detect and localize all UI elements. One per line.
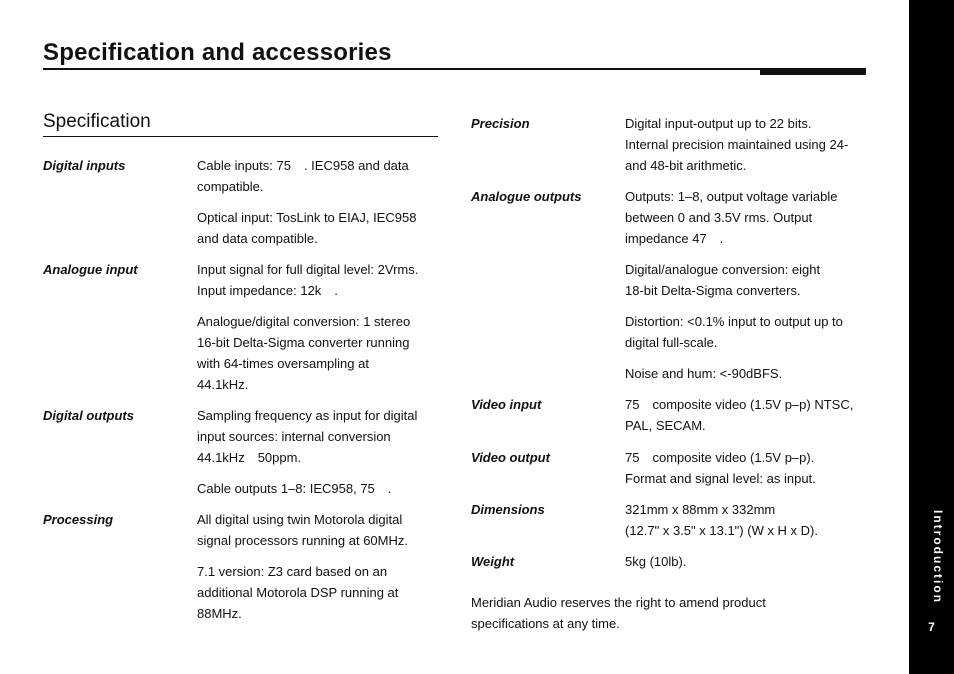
spec-line: between 0 and 3.5V rms. Output xyxy=(625,210,813,225)
spec-line: digital full-scale. xyxy=(625,335,718,350)
spec-label: Video output xyxy=(471,450,550,465)
spec-line: Sampling frequency as input for digital xyxy=(197,408,418,423)
spec-gap xyxy=(625,353,843,363)
spec-line: with 64-times oversampling at xyxy=(197,356,369,371)
spec-label: Analogue outputs xyxy=(471,189,582,204)
spec-label: Analogue input xyxy=(43,262,138,277)
spec-label: Video input xyxy=(471,397,542,412)
spec-value xyxy=(625,551,686,572)
spec-value xyxy=(197,259,418,395)
spec-value xyxy=(197,405,417,499)
spec-line: 16-bit Delta-Sigma converter running xyxy=(197,335,410,350)
spec-label: Processing xyxy=(43,512,114,527)
page-number: 7 xyxy=(928,620,935,634)
spec-line: Input impedance: 12k . xyxy=(197,283,338,298)
spec-gap xyxy=(197,468,417,478)
spec-line: signal processors running at 60MHz. xyxy=(197,533,408,548)
spec-line: and data compatible. xyxy=(197,231,318,246)
spec-line: Optical input: TosLink to EIAJ, IEC958 xyxy=(197,210,417,225)
spec-value xyxy=(197,155,416,249)
spec-label: Weight xyxy=(471,554,515,569)
spec-line: Format and signal level: as input. xyxy=(625,471,816,486)
spec-line: Outputs: 1–8, output voltage variable xyxy=(625,189,838,204)
spec-gap xyxy=(197,551,408,561)
spec-line: Noise and hum: <-90dBFS. xyxy=(625,366,783,381)
spec-gap xyxy=(625,301,843,311)
spec-value xyxy=(625,113,848,176)
title-rule xyxy=(43,68,866,70)
page-title: Specification and accessories xyxy=(43,39,392,66)
footer-note-line: Meridian Audio reserves the right to amend product xyxy=(471,595,766,610)
spec-line: Digital input-output up to 22 bits. xyxy=(625,116,812,131)
spec-line: Internal precision maintained using 24- xyxy=(625,137,849,152)
spec-line: 75 composite video (1.5V p–p) NTSC, xyxy=(625,397,854,412)
spec-line: Distortion: <0.1% input to output up to xyxy=(625,314,843,329)
spec-value xyxy=(197,509,408,624)
spec-line: 88MHz. xyxy=(197,606,242,621)
spec-line: 5kg (10lb). xyxy=(625,554,687,569)
spec-line: Cable inputs: 75 . IEC958 and data xyxy=(197,158,409,173)
spec-line: 75 composite video (1.5V p–p). xyxy=(625,450,815,465)
spec-line: (12.7" x 3.5" x 13.1") (W x H x D). xyxy=(625,523,819,538)
spec-label: Precision xyxy=(471,116,530,131)
spec-gap xyxy=(625,249,843,259)
spec-line: impedance 47 . xyxy=(625,231,724,246)
footer-note xyxy=(471,592,766,634)
spec-line: compatible. xyxy=(197,179,264,194)
spec-label: Digital outputs xyxy=(43,408,134,423)
spec-label: Dimensions xyxy=(471,502,545,517)
spec-value xyxy=(625,186,843,384)
spec-line: All digital using twin Motorola digital xyxy=(197,512,403,527)
spec-line: 44.1kHz 50ppm. xyxy=(197,450,302,465)
spec-line: input sources: internal conversion xyxy=(197,429,391,444)
title-rule-accent xyxy=(760,68,866,75)
spec-line: 7.1 version: Z3 card based on an xyxy=(197,564,388,579)
spec-line: Digital/analogue conversion: eight xyxy=(625,262,821,277)
spec-line: additional Motorola DSP running at xyxy=(197,585,399,600)
spec-line: 44.1kHz. xyxy=(197,377,249,392)
section-heading: Specification xyxy=(43,111,151,132)
spec-value xyxy=(625,447,816,489)
spec-gap xyxy=(197,197,416,207)
spec-gap xyxy=(197,301,418,311)
section-rule xyxy=(43,136,438,137)
spec-line: 18-bit Delta-Sigma converters. xyxy=(625,283,801,298)
spec-line: PAL, SECAM. xyxy=(625,418,706,433)
spec-value xyxy=(625,394,853,436)
spec-value xyxy=(625,499,818,541)
spec-line: 321mm x 88mm x 332mm xyxy=(625,502,776,517)
spec-line: Analogue/digital conversion: 1 stereo xyxy=(197,314,411,329)
spec-line: and 48-bit arithmetic. xyxy=(625,158,747,173)
spec-line: Cable outputs 1–8: IEC958, 75 . xyxy=(197,481,392,496)
side-tab-label: Introduction xyxy=(931,510,945,604)
spec-label: Digital inputs xyxy=(43,158,126,173)
spec-line: Input signal for full digital level: 2Vrms. xyxy=(197,262,419,277)
footer-note-line: specifications at any time. xyxy=(471,616,620,631)
